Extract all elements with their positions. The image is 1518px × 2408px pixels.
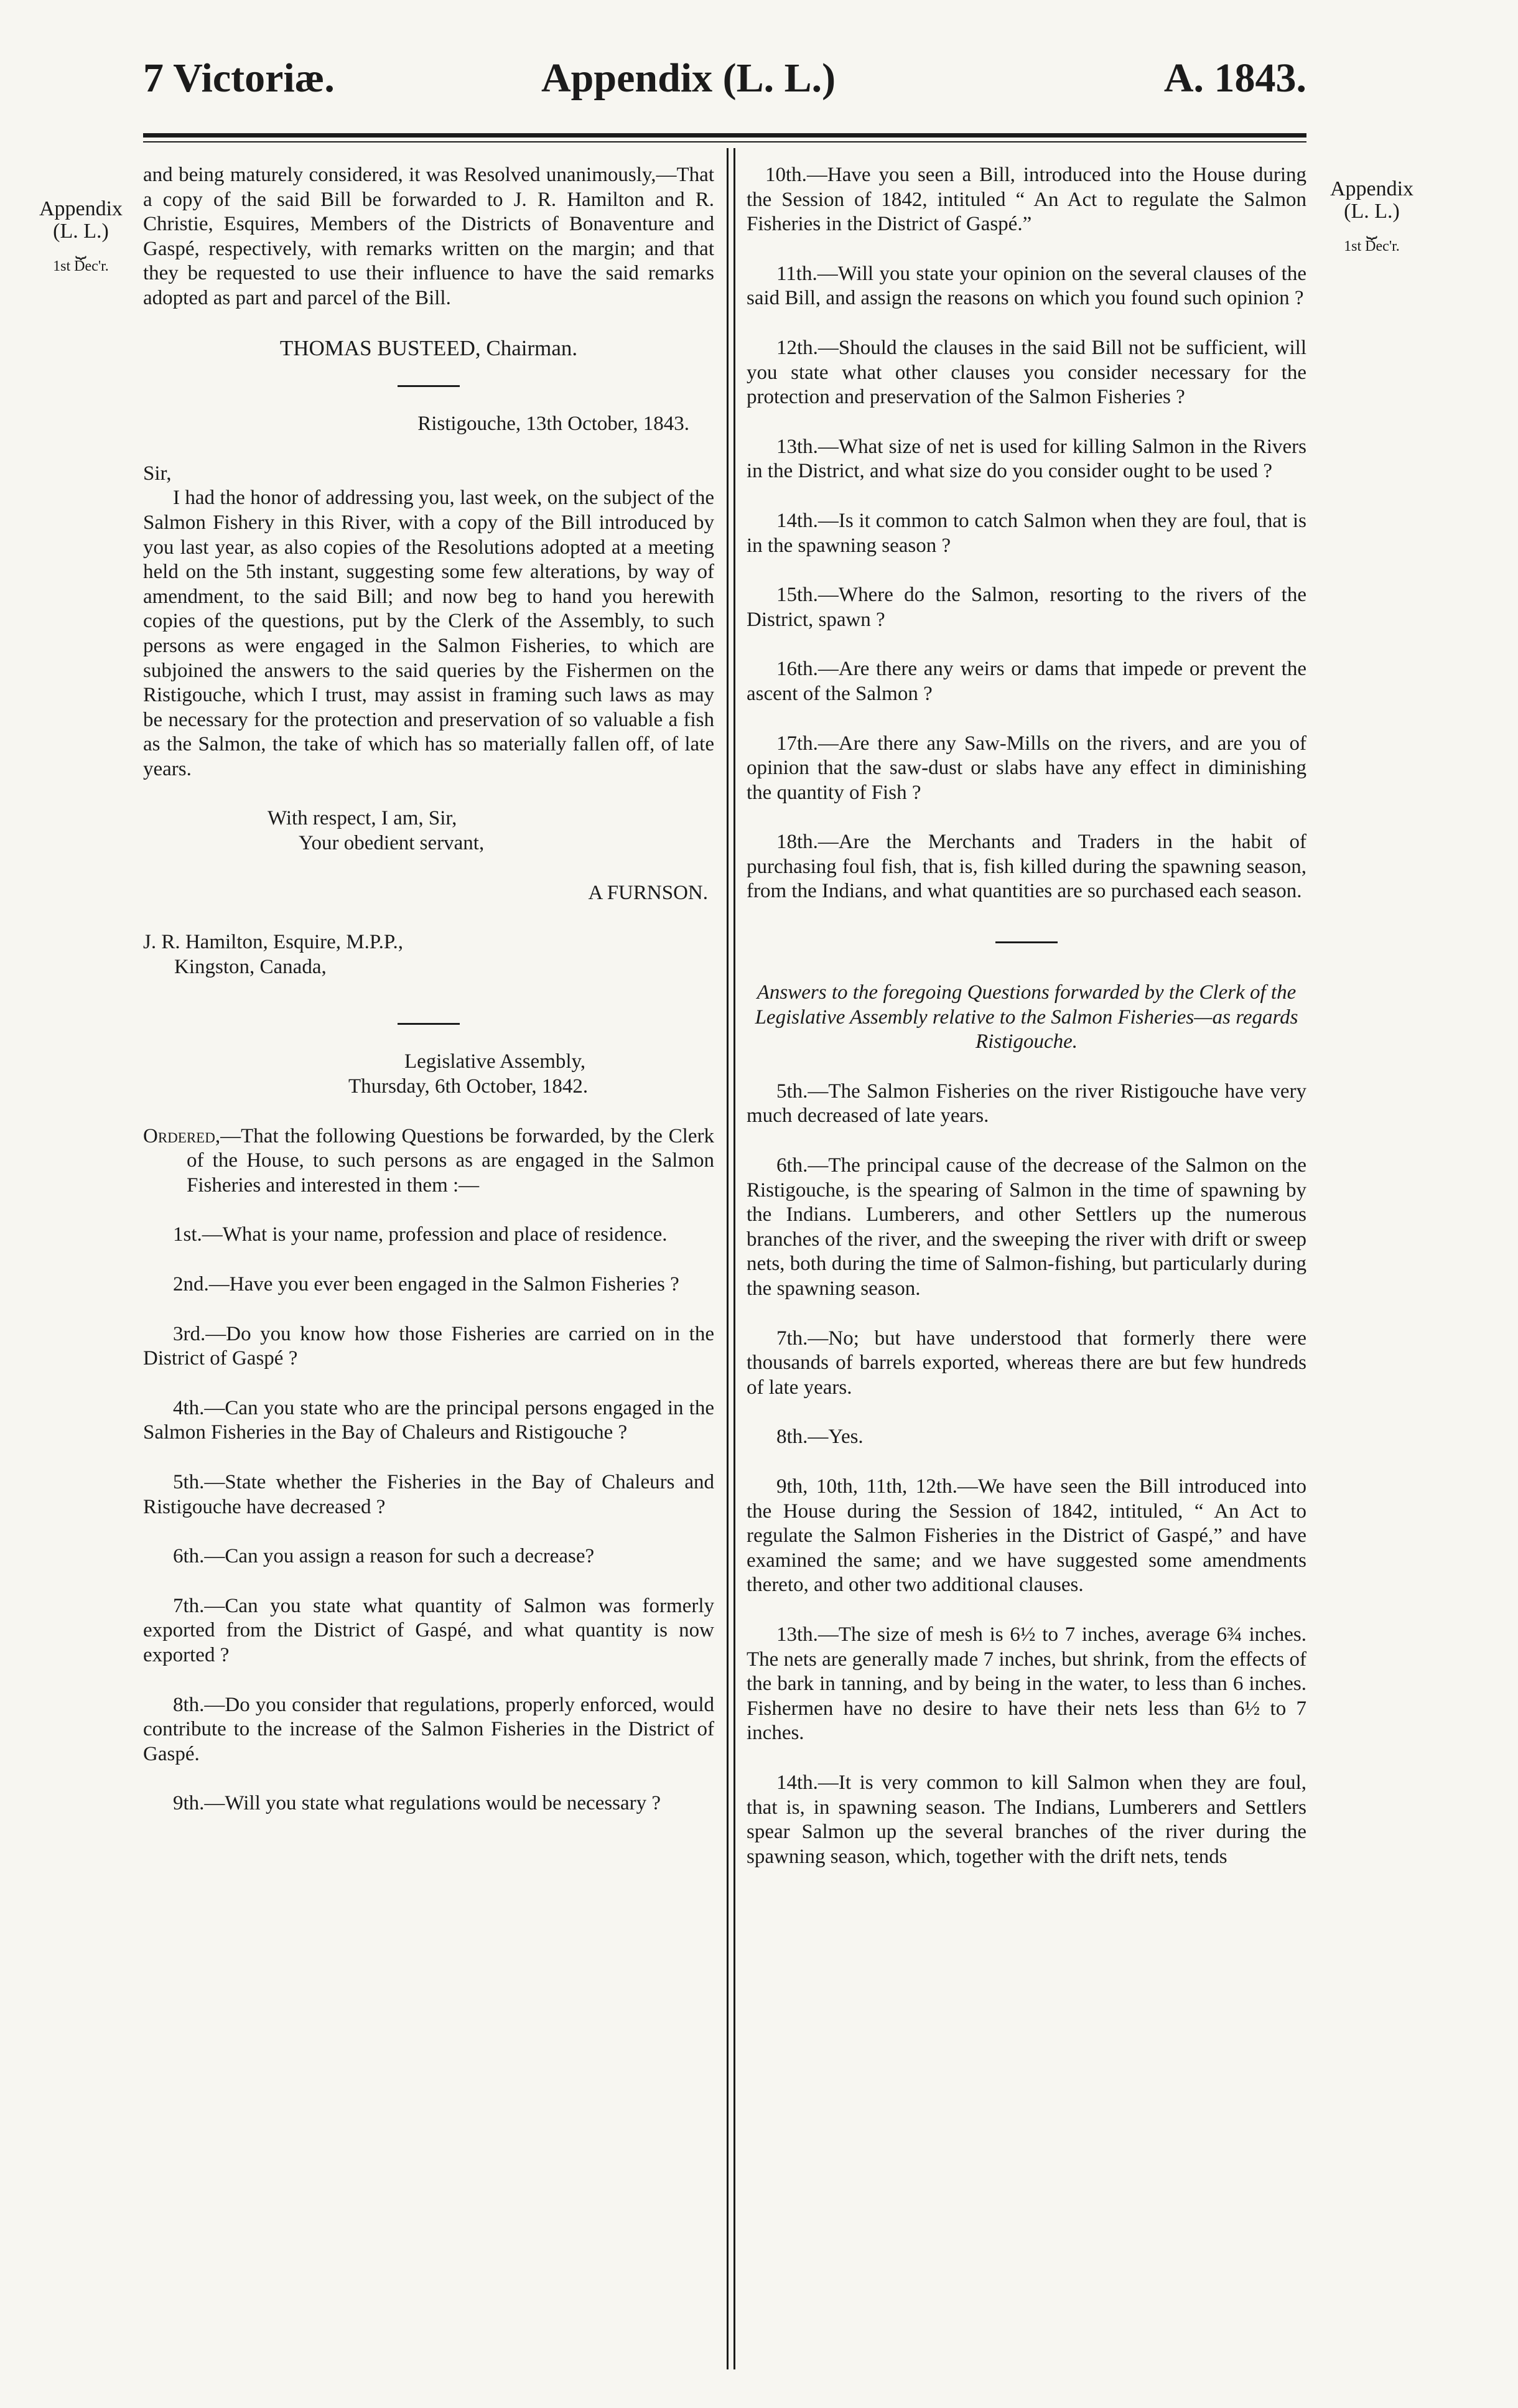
letter-body: I had the honor of addressing you, last week, on the subject of the Salmon Fishery in this River, with a copy of the Bill introduced by you last year, as also copies of the Resolutions adopted at a meeting held on the 5th instant, suggesting some few alterations, by way of amendment, to the said Bill; and now beg to hand you herewith copies of the questions, put by the Clerk of the Assembly, to such persons as were engaged in the Salmon Fisheries, to which are subjoined the answers to the said queries by the Fishermen on the Ristigouche, which I trust, may assist in framing such laws as may be necessary for the protection and preservation of so valuable a fish as the Salmon, the take of which has so materially fallen off, of late years. bbox=[143, 487, 714, 780]
section-rule bbox=[995, 941, 1058, 943]
question-8: 8th.—Do you consider that regulations, properly enforced, would contribute to the increase of the Salmon Fisheries in the District of Gaspé. bbox=[143, 1693, 714, 1765]
letter-addressee-1: J. R. Hamilton, Esquire, M.P.P., bbox=[143, 931, 404, 954]
header-rule-thick bbox=[143, 133, 1306, 138]
section-rule bbox=[398, 385, 460, 387]
question-7: 7th.—Can you state what quantity of Salmon was formerly exported from the District of Gaspé, and what quantity is now exported ? bbox=[143, 1594, 714, 1666]
question-2: 2nd.—Have you ever been engaged in the Salmon Fisheries ? bbox=[173, 1273, 679, 1295]
header-regnal-year: 7 Victoriæ. bbox=[143, 55, 335, 101]
letter-closing-1: With respect, I am, Sir, bbox=[268, 807, 457, 830]
question-11: 11th.—Will you state your opinion on the several clauses of the said Bill, and assign the reasons on which you found such opinion ? bbox=[747, 262, 1306, 310]
column-divider-left bbox=[727, 148, 729, 2369]
question-3: 3rd.—Do you know how those Fisheries are carried on in the District of Gaspé ? bbox=[143, 1322, 714, 1370]
answer-13: 13th.—The size of mesh is 6½ to 7 inches, average 6¾ inches. The nets are generally made 7 inches, but shrink, from the effects of the bark in tanning, and by being in the water, to less than 6 inches. Fishermen have no desire to have their nets less than 6½ to 7 inches. bbox=[747, 1623, 1306, 1745]
question-13: 13th.—What size of net is used for killing Salmon in the Rivers in the District, and what size do you consider ought to be used ? bbox=[747, 435, 1306, 483]
margin-note-right-date: 1st Dec'r. bbox=[1344, 238, 1400, 254]
column-divider-right bbox=[733, 148, 735, 2369]
header-rule-thin bbox=[143, 141, 1306, 142]
answer-6: 6th.—The principal cause of the decrease of the Salmon on the Ristigouche, is the spearing of Salmon in the time of spawning by the Indians. Lumberers, and other Settlers up the numerous branches of the river, and the sweeping the river with drift or sweep nets, both during the time of Salmon-fishing, but particularly during the spawning season. bbox=[747, 1154, 1306, 1300]
assembly-heading-1: Legislative Assembly, bbox=[404, 1050, 586, 1073]
ordered-text: —That the following Questions be forwarded, by the Clerk of the House, to such persons as are engaged in the Salmon Fisheries and interested in them :— bbox=[187, 1124, 714, 1197]
left-column bbox=[143, 163, 714, 1816]
right-column bbox=[747, 163, 1306, 1869]
answer-14: 14th.—It is very common to kill Salmon when they are foul, that is, in spawning season. The Indians, Lumberers and Settlers spear Salmon up the several branches of the river during the spawning season, which, together with the drift nets, tends bbox=[747, 1771, 1306, 1868]
margin-note-left bbox=[19, 198, 143, 278]
assembly-heading-2: Thursday, 6th October, 1842. bbox=[348, 1075, 589, 1098]
question-18: 18th.—Are the Merchants and Traders in the habit of purchasing foul fish, that is, fish killed during the spawning season, from the Indians, and what quantities are so purchased each season. bbox=[747, 831, 1306, 903]
margin-note-left-brace: ⏟ bbox=[75, 238, 86, 259]
margin-note-right-brace: ⏟ bbox=[1366, 218, 1377, 239]
chairman-signature: THOMAS BUSTEED, Chairman. bbox=[279, 335, 578, 360]
question-17: 17th.—Are there any Saw-Mills on the rivers, and are you of opinion that the saw-dust or slabs have any effect in diminishing the quantity of Fish ? bbox=[747, 732, 1306, 804]
letter-closing-2: Your obedient servant, bbox=[299, 832, 485, 855]
question-6: 6th.—Can you assign a reason for such a decrease? bbox=[173, 1545, 595, 1568]
question-14: 14th.—Is it common to catch Salmon when they are foul, that is in the spawning season ? bbox=[747, 509, 1306, 557]
question-9: 9th.—Will you state what regulations would be necessary ? bbox=[173, 1792, 661, 1815]
ordered-paragraph bbox=[143, 1124, 714, 1198]
margin-note-left-line1: Appendix bbox=[39, 197, 123, 220]
margin-note-left-date: 1st Dec'r. bbox=[53, 258, 109, 274]
letter-signature: A FURNSON. bbox=[588, 881, 708, 904]
ordered-label: Ordered, bbox=[143, 1124, 221, 1147]
question-10: 10th.—Have you seen a Bill, introduced into the House during the Session of 1842, intituled “ An Act to regulate the Salmon Fisheries in the District of Gaspé.” bbox=[747, 164, 1306, 236]
answers-heading: Answers to the foregoing Questions forwarded by the Clerk of the Legislative Assembly relative to the Salmon Fisheries—as regards Ristigouche. bbox=[755, 981, 1298, 1053]
question-1: 1st.—What is your name, profession and place of residence. bbox=[173, 1223, 668, 1246]
question-12: 12th.—Should the clauses in the said Bill not be sufficient, will you state what other clauses you consider necessary for the protection and preservation of the Salmon Fisheries ? bbox=[747, 336, 1306, 409]
letter-addressee-2: Kingston, Canada, bbox=[174, 955, 327, 978]
answer-7: 7th.—No; but have understood that formerly there were thousands of barrels exported, whereas there are but few hundreds of late years. bbox=[747, 1327, 1306, 1399]
page-header bbox=[143, 55, 1306, 123]
question-4: 4th.—Can you state who are the principal persons engaged in the Salmon Fisheries in the Bay of Chaleurs and Ristigouche ? bbox=[143, 1396, 714, 1444]
answer-9-12: 9th, 10th, 11th, 12th.—We have seen the Bill introduced into the House during the Session of 1842, intituled, “ An Act to regulate the Salmon Fisheries in the District of Gaspé,” and have examined the same; and we have suggested some amendments thereto, and other two additional clauses. bbox=[747, 1475, 1306, 1597]
header-appendix-title: Appendix (L. L.) bbox=[541, 55, 836, 101]
question-16: 16th.—Are there any weirs or dams that impede or prevent the ascent of the Salmon ? bbox=[747, 658, 1306, 705]
answer-5: 5th.—The Salmon Fisheries on the river Ristigouche have very much decreased of late years. bbox=[747, 1080, 1306, 1127]
header-year: A. 1843. bbox=[1163, 55, 1306, 101]
margin-note-right-line2: (L. L.) bbox=[1344, 200, 1400, 223]
margin-note-right-line1: Appendix bbox=[1329, 177, 1414, 200]
margin-note-left-line2: (L. L.) bbox=[53, 220, 109, 243]
resolution-paragraph: and being maturely considered, it was Resolved unanimously,—That a copy of the said Bill be forwarded to J. R. Hamilton and R. Christie, Esquires, Members of the Districts of Bonaventure and Gaspé, respectively, with remarks written on the margin; and that they be requested to use their influence to have the said remarks adopted as part and parcel of the Bill. bbox=[143, 164, 714, 309]
letter-place-date: Ristigouche, 13th October, 1843. bbox=[417, 413, 689, 436]
answer-8: 8th.—Yes. bbox=[776, 1426, 864, 1449]
question-5: 5th.—State whether the Fisheries in the Bay of Chaleurs and Ristigouche have decreased ? bbox=[143, 1470, 714, 1518]
margin-note-right bbox=[1310, 178, 1434, 258]
section-rule bbox=[398, 1023, 460, 1025]
question-15: 15th.—Where do the Salmon, resorting to the rivers of the District, spawn ? bbox=[747, 584, 1306, 631]
letter-salutation: Sir, bbox=[143, 462, 172, 485]
